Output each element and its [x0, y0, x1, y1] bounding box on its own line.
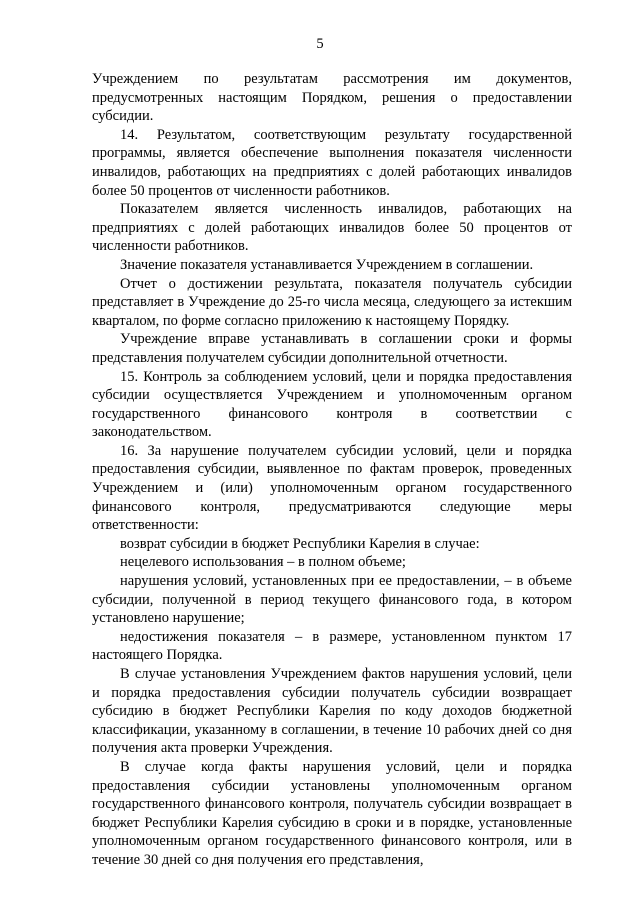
paragraph: Отчет о достижении результата, показателя получатель субсидии представляет в Учреждение до 25-го числа месяца, следующего за истекшим кварталом, по форме согласно приложению к настоящему Порядку. — [92, 275, 572, 329]
paragraph: В случае когда факты нарушения условий, цели и порядка предоставления субсидии установлены уполномоченным органом государственного финансового контроля, получатель субсидии возвращает в бюджет Республики Карелия субсидию в сроки и в порядке, установленные уполномоченным органом государственного финансового контроля, или в течение 30 дней со дня получения его представления, — [92, 758, 572, 868]
paragraph: возврат субсидии в бюджет Республики Карелия в случае: — [120, 535, 480, 552]
paragraph: 14. Результатом, соответствующим результату государственной программы, является обеспечение выполнения показателя численности инвалидов, работающих на предприятиях с долей работающих инвалидов более 50 процентов от численности работников. — [92, 126, 572, 199]
paragraph: нарушения условий, установленных при ее предоставлении, – в объеме субсидии, полученной в период текущего финансового года, в котором установлено нарушение; — [92, 573, 572, 627]
document-body — [92, 70, 572, 870]
paragraph: Показателем является численность инвалидов, работающих на предприятиях с долей работающих инвалидов более 50 процентов от численности работников. — [92, 201, 572, 255]
paragraph: 16. За нарушение получателем субсидии условий, цели и порядка предоставления субсидии, выявленное по фактам проверок, проведенных Учреждением и (или) уполномоченным органом государственного финансового контроля, предусматриваются следующие меры ответственности: — [92, 442, 572, 534]
paragraph: недостижения показателя – в размере, установленном пунктом 17 настоящего Порядка. — [92, 628, 572, 664]
page-number: 5 — [316, 36, 324, 52]
paragraph: В случае установления Учреждением фактов нарушения условий, цели и порядка предоставления субсидии получатель субсидии возвращает субсидию в бюджет Республики Карелия по коду доходов бюджетной классификации, указанному в соглашении, в течение 10 рабочих дней со дня получения акта проверки Учреждения. — [92, 666, 572, 757]
paragraph: Учреждение вправе устанавливать в соглашении сроки и формы представления получателем субсидии дополнительной отчетности. — [92, 331, 572, 366]
paragraph: 15. Контроль за соблюдением условий, цели и порядка предоставления субсидии осуществляется Учреждением и уполномоченным органом государственного финансового контроля в соответствии с законодательством. — [92, 368, 572, 441]
paragraph: Учреждением по результатам рассмотрения им документов, предусмотренных настоящим Порядком, решения о предоставлении субсидии. — [92, 71, 572, 125]
paragraph: нецелевого использования – в полном объеме; — [120, 554, 406, 571]
paragraph: Значение показателя устанавливается Учреждением в соглашении. — [120, 256, 534, 273]
